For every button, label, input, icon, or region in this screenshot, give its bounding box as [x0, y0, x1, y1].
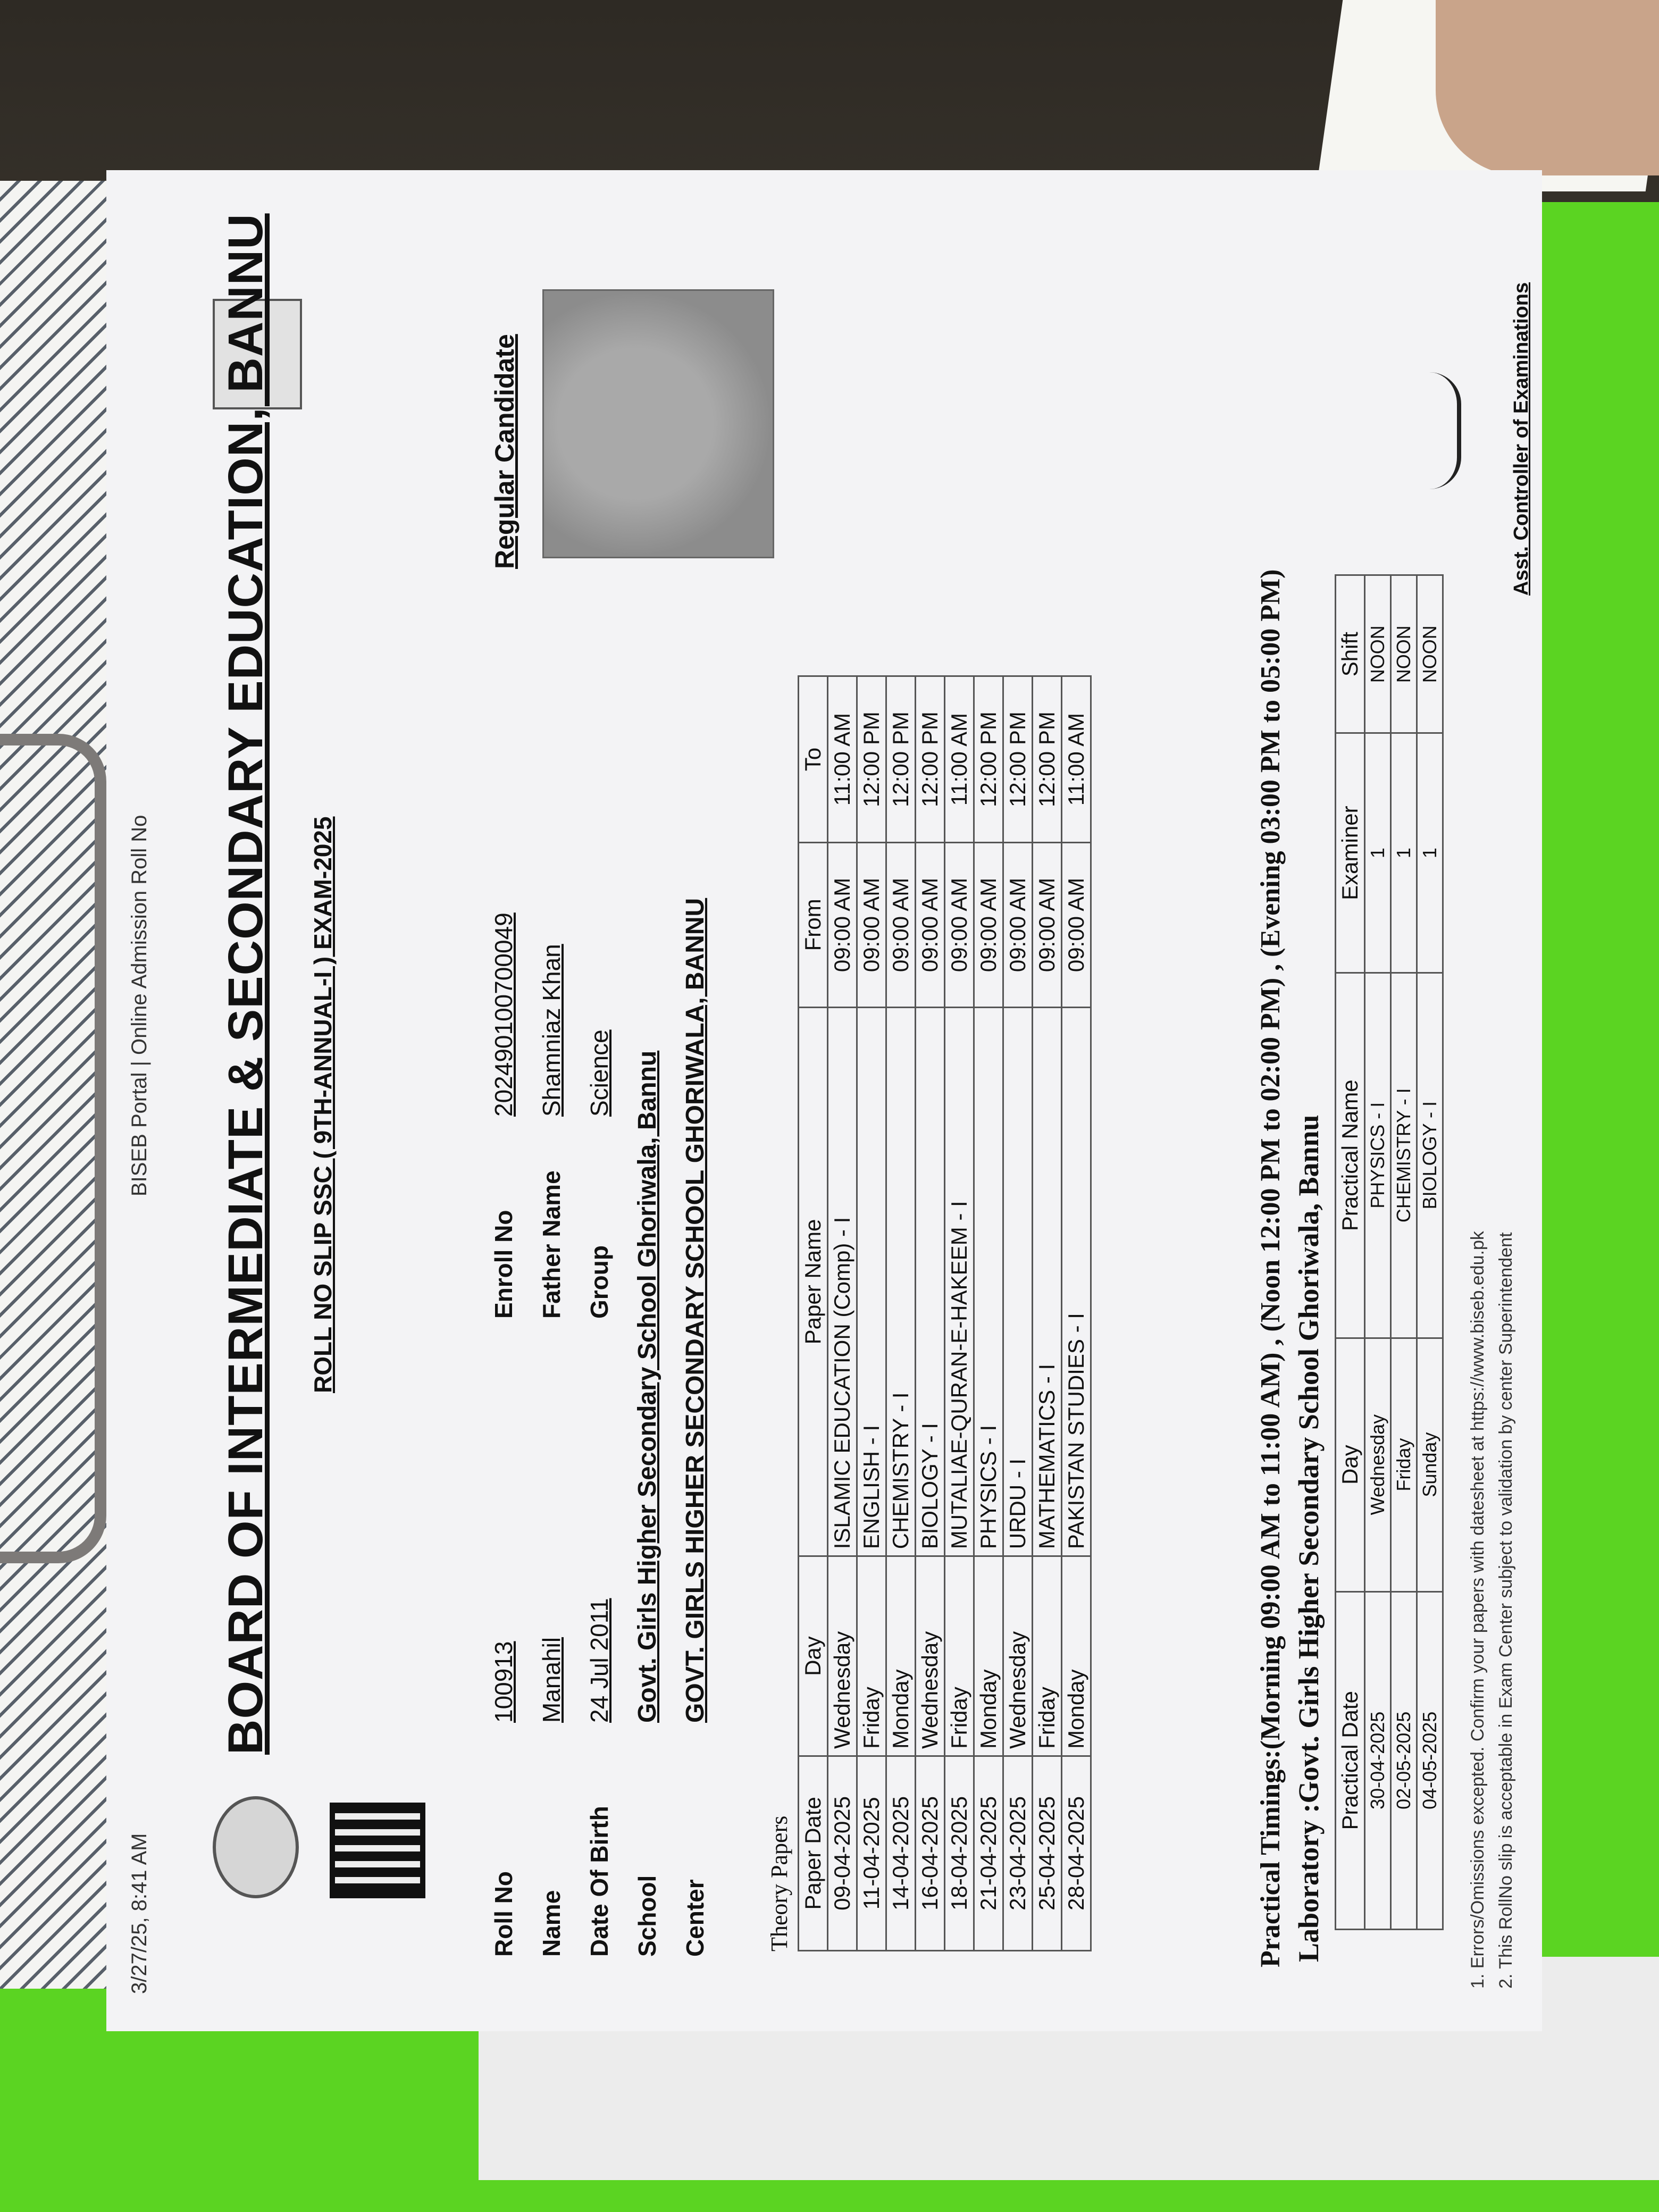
paper-to: 12:00 PM: [1033, 676, 1062, 843]
paper-day: Wednesday: [828, 1556, 857, 1756]
practical-day: Sunday: [1417, 1338, 1443, 1591]
practical-header: Examiner: [1336, 733, 1365, 973]
paper-day: Wednesday: [916, 1556, 945, 1756]
paper-date: 14-04-2025: [886, 1756, 916, 1950]
paper-from: 09:00 AM: [916, 843, 945, 1008]
board-title: BOARD OF INTERMEDIATE & SECONDARY EDUCATION, BANNU: [219, 213, 273, 1755]
paper-date: 18-04-2025: [945, 1756, 974, 1950]
roll-no-value: 100913: [490, 1641, 517, 1723]
theory-header: Day: [799, 1556, 828, 1756]
table-row: [1391, 575, 1417, 1930]
center-label: Center: [681, 1879, 709, 1957]
theory-header: Paper Date: [799, 1756, 828, 1950]
father-label: Father Name: [538, 1170, 565, 1319]
signature-icon: [1409, 372, 1461, 489]
notes: [1468, 1231, 1524, 1989]
paper-date: 16-04-2025: [916, 1756, 945, 1950]
binder-clip: [0, 734, 106, 1563]
paper-name: MUTALIAE-QURAN-E-HAKEEM - I: [945, 1007, 974, 1556]
practical-header: Practical Date: [1336, 1591, 1365, 1929]
group-value: Science: [585, 1029, 613, 1117]
paper-to: 12:00 PM: [1003, 676, 1033, 843]
paper-name: PHYSICS - I: [974, 1007, 1003, 1556]
paper-date: 11-04-2025: [857, 1756, 886, 1950]
paper-name: CHEMISTRY - I: [886, 1007, 916, 1556]
school-label: School: [633, 1875, 661, 1957]
candidate-type: Regular Candidate: [490, 334, 520, 569]
paper-from: 09:00 AM: [886, 843, 916, 1008]
practical-name: PHYSICS - I: [1365, 973, 1391, 1338]
practical-name: CHEMISTRY - I: [1391, 973, 1417, 1338]
paper-day: Monday: [1062, 1556, 1091, 1756]
table-row: [857, 676, 886, 1951]
practical-day: Wednesday: [1365, 1338, 1391, 1591]
paper-to: 11:00 AM: [945, 676, 974, 843]
father-value: Shamniaz Khan: [538, 944, 565, 1117]
portal-title: BISEB Portal | Online Admission Roll No: [128, 815, 151, 1196]
paper-name: ENGLISH - I: [857, 1007, 886, 1556]
paper-name: ISLAMIC EDUCATION (Comp) - I: [828, 1007, 857, 1556]
practical-examiner: 1: [1417, 733, 1443, 973]
theory-header: From: [799, 843, 828, 1008]
theory-table: [798, 675, 1092, 1951]
practical-shift: NOON: [1365, 575, 1391, 733]
paper-to: 12:00 PM: [857, 676, 886, 843]
name-label: Name: [538, 1890, 565, 1957]
paper-day: Friday: [1033, 1556, 1062, 1756]
qr-code-icon: [330, 1803, 425, 1898]
practical-examiner: 1: [1391, 733, 1417, 973]
table-row: [974, 676, 1003, 1951]
paper-day: Friday: [945, 1556, 974, 1756]
paper-from: 09:00 AM: [1062, 843, 1091, 1008]
paper-from: 09:00 AM: [945, 843, 974, 1008]
theory-caption: Theory Papers: [766, 1815, 792, 1951]
theory-header: Paper Name: [799, 1007, 828, 1556]
slip-subtitle: ROLL NO SLIP SSC ( 9TH-ANNUAL-I ) EXAM-2025: [309, 816, 337, 1393]
practical-header: Shift: [1336, 575, 1365, 733]
note-item: 2. This RollNo slip is acceptable in Exam Center subject to validation by center Superintendent: [1496, 1232, 1516, 1989]
paper-from: 09:00 AM: [828, 843, 857, 1008]
school-value: Govt. Girls Higher Secondary School Ghoriwala, Bannu: [633, 1050, 661, 1723]
paper-to: 11:00 AM: [1062, 676, 1091, 843]
practical-shift: NOON: [1417, 575, 1443, 733]
table-row: [1365, 575, 1391, 1930]
paper-day: Monday: [974, 1556, 1003, 1756]
enroll-value: 202490100700049: [490, 912, 517, 1117]
practical-timings: Practical Timings:(Morning 09:00 AM to 11:00 AM) , (Noon 12:00 PM to 02:00 PM) , (Evening 03:00 PM to 05:00 PM): [1255, 569, 1286, 1967]
paper-date: 23-04-2025: [1003, 1756, 1033, 1950]
table-row: [1003, 676, 1033, 1951]
paper-to: 11:00 AM: [828, 676, 857, 843]
practical-table: [1335, 574, 1444, 1930]
name-value: Manahil: [538, 1637, 565, 1723]
center-value: GOVT. GIRLS HIGHER SECONDARY SCHOOL GHORIWALA, BANNU: [681, 898, 709, 1723]
paper-to: 12:00 PM: [916, 676, 945, 843]
paper-name: PAKISTAN STUDIES - I: [1062, 1007, 1091, 1556]
hand: [1436, 0, 1659, 175]
paper-date: 25-04-2025: [1033, 1756, 1062, 1950]
table-row: [916, 676, 945, 1951]
practical-header: Practical Name: [1336, 973, 1365, 1338]
dob-label: Date Of Birth: [585, 1806, 613, 1957]
table-row: [828, 676, 857, 1951]
print-timestamp: 3/27/25, 8:41 AM: [128, 1833, 151, 1994]
note-item: 1. Errors/Omissions excepted. Confirm your papers with datesheet at https://www.biseb.edu.pk: [1468, 1231, 1488, 1989]
paper-day: Monday: [886, 1556, 916, 1756]
practical-date: 02-05-2025: [1391, 1591, 1417, 1929]
paper-name: BIOLOGY - I: [916, 1007, 945, 1556]
paper-name: MATHEMATICS - I: [1033, 1007, 1062, 1556]
board-emblem-icon: [213, 1796, 299, 1898]
paper-from: 09:00 AM: [857, 843, 886, 1008]
enroll-label: Enroll No: [490, 1210, 517, 1319]
laboratory: Laboratory :Govt. Girls Higher Secondary School Ghoriwala, Bannu: [1293, 1115, 1325, 1962]
practical-examiner: 1: [1365, 733, 1391, 973]
roll-no-slip: [106, 170, 1648, 2031]
paper-from: 09:00 AM: [1033, 843, 1062, 1008]
practical-date: 04-05-2025: [1417, 1591, 1443, 1929]
paper-to: 12:00 PM: [974, 676, 1003, 843]
table-row: [1033, 676, 1062, 1951]
roll-no-label: Roll No: [490, 1871, 517, 1957]
practical-header: Day: [1336, 1338, 1365, 1591]
slip-page: [106, 170, 1542, 2031]
practical-date: 30-04-2025: [1365, 1591, 1391, 1929]
theory-header: To: [799, 676, 828, 843]
paper-date: 09-04-2025: [828, 1756, 857, 1950]
signatory-title: Asst. Controller of Examinations: [1510, 282, 1532, 596]
practical-name: BIOLOGY - I: [1417, 973, 1443, 1338]
practical-shift: NOON: [1391, 575, 1417, 733]
candidate-photo: [542, 289, 774, 558]
table-row: [1417, 575, 1443, 1930]
paper-date: 21-04-2025: [974, 1756, 1003, 1950]
paper-name: URDU - I: [1003, 1007, 1033, 1556]
paper-date: 28-04-2025: [1062, 1756, 1091, 1950]
practical-day: Friday: [1391, 1338, 1417, 1591]
paper-to: 12:00 PM: [886, 676, 916, 843]
table-row: [945, 676, 974, 1951]
group-label: Group: [585, 1245, 613, 1319]
paper-day: Wednesday: [1003, 1556, 1033, 1756]
table-row: [886, 676, 916, 1951]
dob-value: 24 Jul 2011: [585, 1598, 613, 1723]
table-row: [1062, 676, 1091, 1951]
paper-from: 09:00 AM: [1003, 843, 1033, 1008]
paper-day: Friday: [857, 1556, 886, 1756]
paper-from: 09:00 AM: [974, 843, 1003, 1008]
